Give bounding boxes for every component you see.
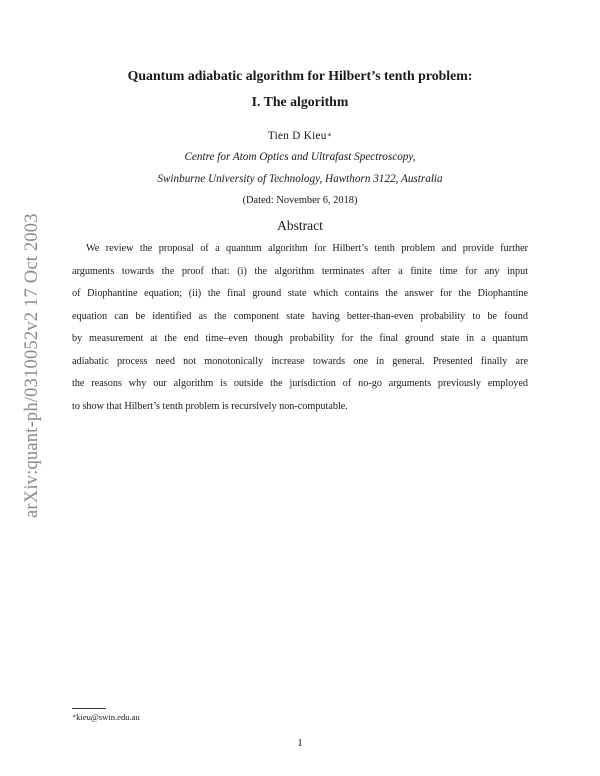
footnote-email: kieu@swin.edu.au — [76, 712, 140, 722]
arxiv-identifier-stamp: arXiv:quant-ph/0310052v2 17 Oct 2003 — [22, 213, 42, 518]
abstract-line: adiabatic process need not monotonically increase towards one in general. Presented finally are — [72, 355, 528, 367]
abstract-line: We review the proposal of a quantum algorithm for Hilbert’s tenth problem and provide further — [86, 243, 528, 254]
abstract-line: equation can be identified as the component state having better-than-even probability to be found — [72, 310, 528, 322]
dated-line: (Dated: November 6, 2018) — [242, 195, 358, 206]
abstract-line: arguments towards the proof that: (i) the algorithm terminates after a finite time for any input — [72, 265, 528, 277]
author-line — [70, 128, 530, 144]
paper-title-line-1: Quantum adiabatic algorithm for Hilbert’s tenth problem: — [127, 68, 473, 83]
footnote — [72, 711, 140, 723]
footnote-rule — [72, 708, 106, 709]
paper-title-line-2: I. The algorithm — [251, 94, 349, 109]
affiliation-line-1: Centre for Atom Optics and Ultrafast Spectroscopy, — [184, 151, 416, 163]
abstract-line: to show that Hilbert’s tenth problem is recursively non-computable. — [72, 400, 348, 412]
abstract-line: of Diophantine equation; (ii) the final ground state which contains the answer for the Diophantine — [72, 288, 528, 299]
affiliation-line-2: Swinburne University of Technology, Hawthorn 3122, Australia — [157, 173, 443, 185]
abstract-line: the reasons why our algorithm is outside the jurisdiction of no-go arguments previously employed — [72, 378, 528, 389]
abstract-heading: Abstract — [277, 218, 323, 233]
author-name: Tien D Kieu — [267, 130, 327, 142]
author-footnote-marker: ∗ — [326, 130, 333, 139]
page-number: 1 — [297, 737, 303, 749]
abstract-body — [72, 238, 528, 418]
abstract-line: by measurement at the end time–even though probability for the final ground state in a quantum — [72, 333, 528, 344]
footnote-marker: ∗ — [72, 714, 77, 720]
